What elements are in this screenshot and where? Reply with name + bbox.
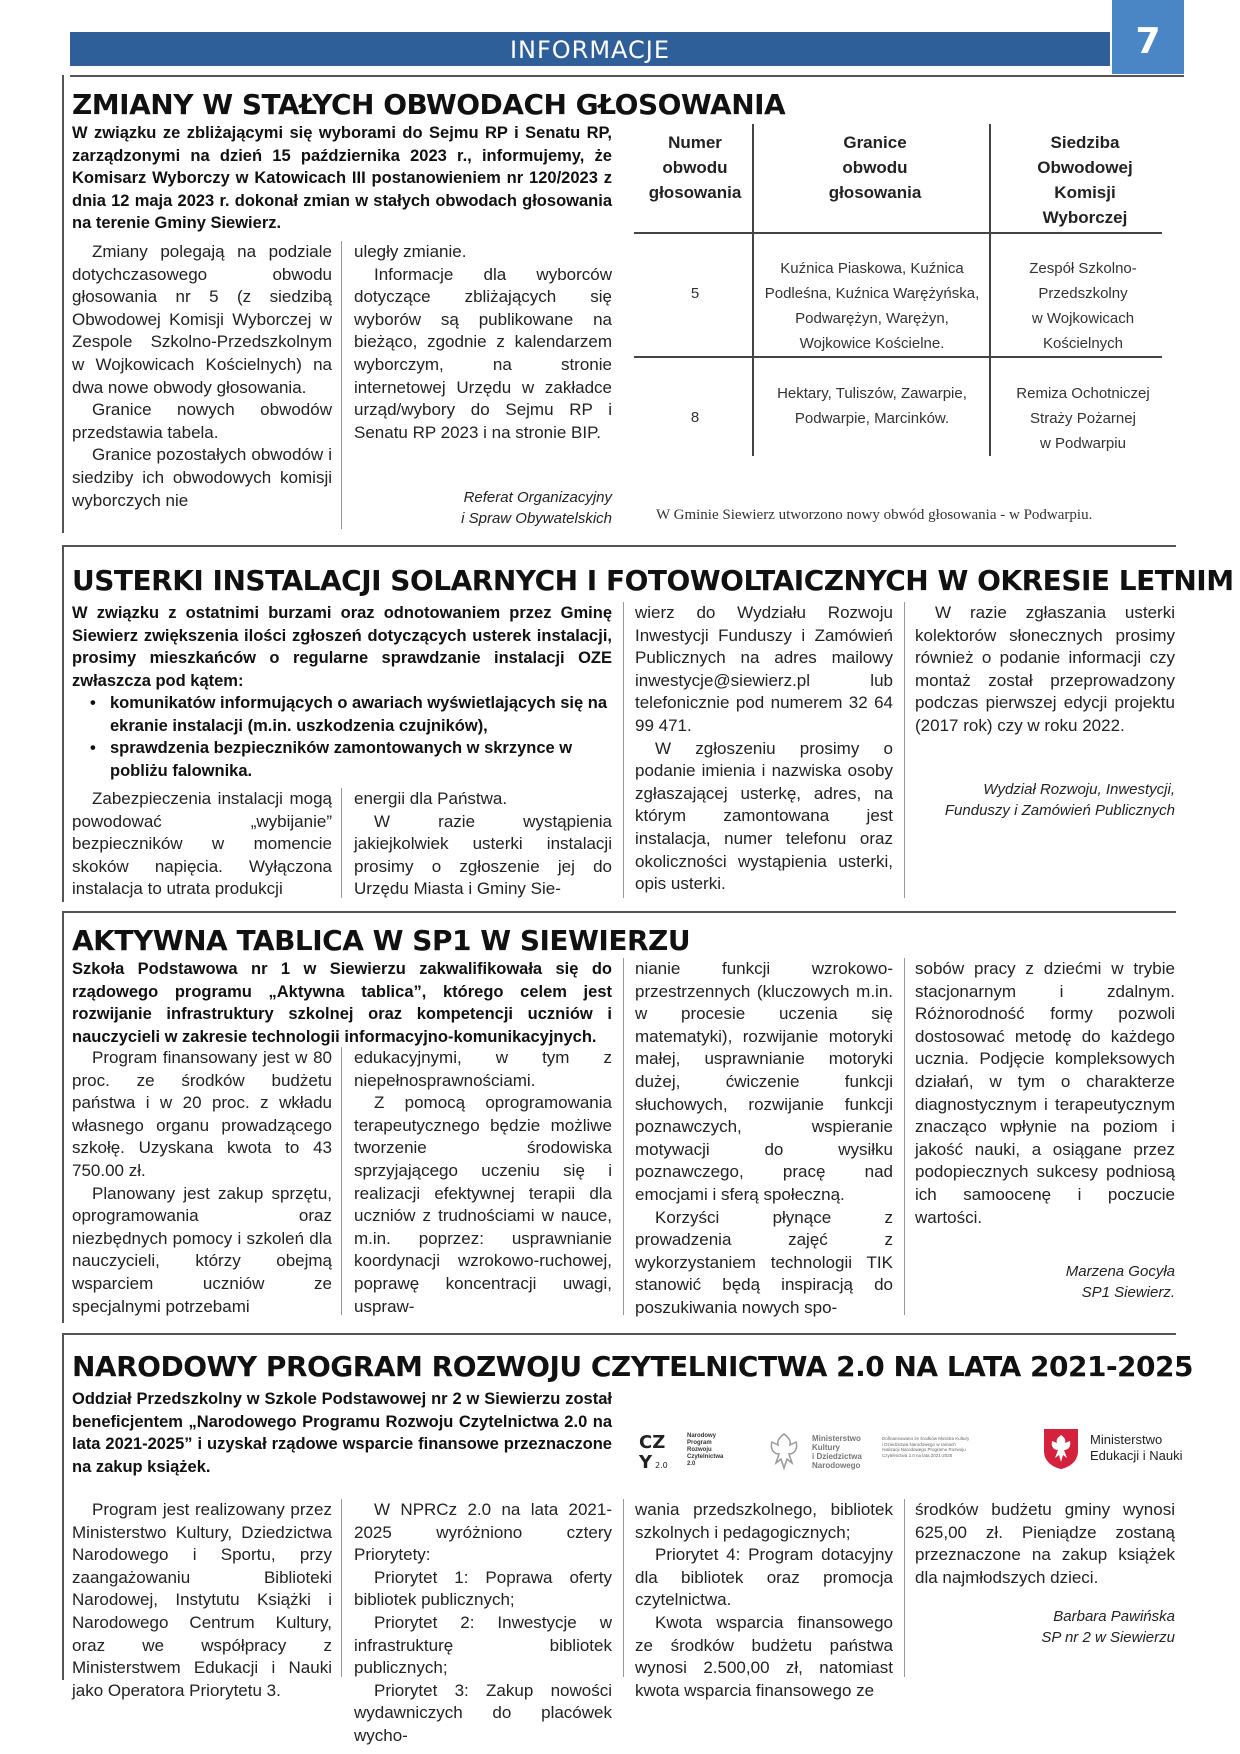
text-line: Wyborczej xyxy=(1042,208,1128,227)
paragraph: W razie wystąpienia jakiejkolwiek usterki instalacji prosimy o zgłoszenie jej do Urzędu Miasta i Gminy Sie- xyxy=(354,811,612,899)
paragraph: edukacyjnymi, w tym z niepełnosprawnościami. xyxy=(354,1048,612,1090)
paragraph: sobów pracy z dziećmi w trybie stacjonarnym i zdalnym. Różnorodność formy pozwoli dostosować metodę do każdego ucznia. Podjęcie kompleksowych działań, w tym o charakterze diagnostycznym i terapeutycznym znacząco wpłynie na poziom i jakość nauki, a osiągane przez podopiecznych sukcesy podniosą ich samoocenę i poczucie wartości. xyxy=(915,959,1175,1227)
text-line: Ministerstwo xyxy=(812,1434,861,1443)
text-line: obwodu xyxy=(662,158,728,177)
text-line: Przedszkolny xyxy=(1038,285,1128,302)
text-line: Program xyxy=(687,1439,712,1446)
paragraph: Planowany jest zakup sprzętu, oprogramowania oraz niezbędnych pomocy i szkoleń dla nauczycieli, którzy obejmą wsparciem uczniów ze specjalnymi potrzebami xyxy=(72,1183,332,1316)
text-line: Granice xyxy=(843,133,907,152)
signature-line: Barbara Pawińska xyxy=(1053,1608,1175,1625)
text-line: Numer xyxy=(668,133,722,152)
article-4-signature xyxy=(900,1606,1175,1648)
column-divider xyxy=(341,788,342,898)
text-line: Podwarpie, Marcinków. xyxy=(794,410,950,427)
text-line: Narodowego xyxy=(812,1461,861,1470)
article-1-lead: W związku ze zbliżającymi się wyborami do Sejmu RP i Senatu RP, zarządzonymi na dzień 15 października 2023 r., informujemy, że Komisarz Wyborczy w Katowicach III postanowieniem nr 120/2023 z dnia 12 maja 2023 r. dokonał zmian w stałych obwodach głosowania na terenie Gminy Siewierz. xyxy=(72,124,612,232)
article-4-title: NARODOWY PROGRAM ROZWOJU CZYTELNICTWA 2.0 NA LATA 2021-2025 xyxy=(72,1350,1193,1383)
column-divider xyxy=(904,958,905,1315)
text-line: głosowania xyxy=(828,183,922,202)
article-4-column-4 xyxy=(915,1499,1175,1589)
article-2-signature xyxy=(900,779,1175,821)
column-divider xyxy=(904,1499,905,1677)
table-header-seat xyxy=(995,130,1175,230)
signature-line: SP1 Siewierz. xyxy=(1081,1284,1175,1301)
article-4-column-1 xyxy=(72,1499,332,1702)
table-row-rule xyxy=(634,356,1162,358)
text-line: Siedziba xyxy=(1050,133,1120,152)
paragraph: wania przedszkolnego, bibliotek szkolnych i pedagogicznych; xyxy=(635,1500,893,1542)
paragraph: Priorytet 3: Zakup nowości wydawniczych do placówek wycho- xyxy=(354,1680,612,1745)
paragraph: W NPRCz 2.0 na lata 2021-2025 wyróżniono cztery Priorytety: xyxy=(354,1500,612,1565)
text-line: Kuźnica Piaskowa, Kuźnica xyxy=(780,260,964,277)
article-3-column-3 xyxy=(635,958,893,1320)
text-line: 2.0 xyxy=(687,1460,696,1467)
paragraph: Priorytet 4: Program dotacyjny dla bibliotek oraz promocja czytelnictwa. xyxy=(635,1545,893,1610)
svg-text:CZ: CZ xyxy=(639,1432,666,1453)
paragraph: Priorytet 2: Inwestycje w infrastrukturę bibliotek publicznych; xyxy=(354,1612,612,1678)
paragraph: Kwota wsparcia finansowego ze środków budżetu państwa wynosi 2.500,00 zł, natomiast kwota wsparcia finansowego ze xyxy=(635,1612,893,1700)
signature-line: Referat Organizacyjny xyxy=(463,489,612,506)
text-line: i Dziedzictwa xyxy=(812,1452,862,1461)
article-3-title: AKTYWNA TABLICA W SP1 W SIEWIERZU xyxy=(72,924,691,957)
text-line: Czytelnictwa 2.0 na lata 2021-2025 xyxy=(882,1452,953,1458)
nprcz-mark-icon xyxy=(637,1428,681,1472)
signature-line: i Spraw Obywatelskich xyxy=(461,510,612,527)
text-line: Podleśna, Kuźnica Warężyńska, xyxy=(764,285,980,302)
paragraph: Priorytet 1: Poprawa oferty bibliotek publicznych; xyxy=(354,1567,612,1610)
article-2-lead-text: W związku z ostatnimi burzami oraz odnotowaniem przez Gminę Siewierz zwiększenia ilości zgłoszeń dotyczących usterek instalacji, prosimy mieszkańców o regularne sprawdzanie instalacji OZE zwłaszcza pod kątem: xyxy=(72,604,612,690)
text-line: Komisji xyxy=(1054,183,1116,202)
text-line: Obwodowej xyxy=(1037,158,1133,177)
article-1-column-2 xyxy=(354,241,612,444)
ministry-culture-text xyxy=(812,1434,862,1470)
article-1-left-rule xyxy=(62,75,64,533)
text-line: Narodowy xyxy=(687,1432,717,1439)
article-2-left-rule xyxy=(62,545,64,902)
paragraph: Program jest realizowany przez Ministerstwo Kultury, Dziedzictwa Narodowego i Sportu, przy zaangażowaniu Biblioteki Narodowej, Instytutu Książki i Narodowego Centrum Kultury, oraz we współpracy z Ministerstwem Edukacji i Nauki jako Operatora Priorytetu 3. xyxy=(72,1500,332,1700)
paragraph: Zmiany polegają na podziale dotychczasowego obwodu głosowania nr 5 (z siedzibą Obwodowej Komisji Wyborczej w Zespole Szkolno-Przedszkolnym w Wojkowicach Kościelnych) na dwa nowe obwody głosowania. xyxy=(72,242,332,397)
table-cell-borders xyxy=(756,381,988,431)
table-cell-borders xyxy=(756,256,988,356)
text-line: Czytelnictwa xyxy=(687,1453,724,1460)
nprcz-logo xyxy=(637,1428,723,1472)
paragraph: Granice pozostałych obwodów i siedziby ich obwodowych komisji wyborczych nie xyxy=(72,445,332,510)
text-line: Edukacji i Nauki xyxy=(1090,1448,1183,1463)
paragraph: Z pomocą oprogramowania terapeutycznego będzie możliwe tworzenie środowiska sprzyjającego uczeniu się i realizacji efektywnej terapii dla uczniów z trudnościami w nauce, m.in. poprzez: usprawnianie koordynacji wzrokowo-ruchowej, poprawę koncentracji uwagi, uspraw- xyxy=(354,1093,612,1316)
column-divider xyxy=(904,602,905,898)
text-line: Ministerstwo xyxy=(1090,1432,1163,1447)
table-cell-seat xyxy=(993,381,1173,456)
text-line: Podwarężyn, Warężyn, xyxy=(795,310,949,327)
article-2-column-4 xyxy=(915,602,1175,738)
paragraph: W zgłoszeniu prosimy o podanie imienia i nazwiska osoby zgłaszającej usterkę, adres, na którym zamontowana jest instalacja, numer telefonu oraz okoliczności wystąpienia usterki, opis usterki. xyxy=(635,738,893,894)
article-3-column-4 xyxy=(915,958,1175,1229)
section-title: INFORMACJE xyxy=(509,36,671,64)
article-1-signature xyxy=(354,487,612,529)
page-number: 7 xyxy=(1112,0,1184,74)
article-4-left-rule xyxy=(62,1333,64,1680)
paragraph: środków budżetu gminy wynosi 625,00 zł. Pieniądze zostaną przeznaczone na zakup książek dla najmłodszych dzieci. xyxy=(915,1500,1175,1587)
text-line: Straży Pożarnej xyxy=(1030,410,1136,427)
article-3-column-1 xyxy=(72,1047,332,1318)
article-3-column-2 xyxy=(354,1047,612,1318)
article-1-column-1 xyxy=(72,241,332,512)
ministry-education-text xyxy=(1090,1432,1183,1464)
table-vertical-rule xyxy=(752,124,754,456)
article-2-title: USTERKI INSTALACJI SOLARNYCH I FOTOWOLTAICZNYCH W OKRESIE LETNIM xyxy=(72,564,1234,597)
section-header-bar xyxy=(70,32,1110,66)
svg-text:2.0: 2.0 xyxy=(655,1461,668,1470)
paragraph: wierz do Wydziału Rozwoju Inwestycji Funduszy i Zamówień Publicznych na adres mailowy inwestycje@siewierz.pl lub telefonicznie pod numerem 32 64 99 471. xyxy=(635,603,893,735)
column-divider xyxy=(623,958,624,1315)
article-2-bullets xyxy=(72,692,612,782)
signature-line: Wydział Rozwoju, Inwestycji, xyxy=(983,781,1175,798)
text-line: Wojkowice Kościelne. xyxy=(799,335,945,352)
column-divider xyxy=(341,241,342,529)
nprcz-logo-text xyxy=(687,1433,723,1468)
article-4-lead: Oddział Przedszkolny w Szkole Podstawowej nr 2 w Siewierzu został beneficjentem „Narodowego Programu Rozwoju Czytelnictwa 2.0 na lata 2021-2025” i uzyskał rządowe wsparcie finansowe przeznaczone na zakup książek. xyxy=(72,1390,612,1476)
ministry-education-logo xyxy=(1038,1425,1183,1471)
article-divider xyxy=(62,911,1176,913)
article-2-column-3 xyxy=(635,602,893,896)
text-line: Kultury xyxy=(812,1443,840,1452)
header-rule xyxy=(70,75,1184,77)
table-header-borders xyxy=(760,130,990,205)
table-header-rule xyxy=(634,232,1162,234)
article-4-column-2 xyxy=(354,1499,612,1748)
article-1-title: ZMIANY W STAŁYCH OBWODACH GŁOSOWANIA xyxy=(72,88,786,121)
text-line: Zespół Szkolno- xyxy=(1029,260,1137,277)
paragraph: Korzyści płynące z prowadzenia zajęć z wykorzystaniem technologii TIK stanowić będą inspiracją do poszukiwania nowych spo- xyxy=(635,1207,893,1317)
svg-text:Y: Y xyxy=(639,1452,653,1472)
text-line: i Dziedzictwa Narodowego w ramach xyxy=(882,1441,956,1447)
text-line: Kościelnych xyxy=(1042,335,1124,352)
text-line: Remiza Ochotniczej xyxy=(1016,385,1150,402)
paragraph: Informacje dla wyborców dotyczące zbliżających się wyborów są publikowane na bieżąco, zgodnie z kalendarzem wyborczym, na stronie internetowej Urzędu w zakładce urząd/wybory do Sejmu RP i Senatu RP 2023 i na stronie BIP. xyxy=(354,264,612,442)
column-divider xyxy=(341,1047,342,1315)
paragraph: Granice nowych obwodów przedstawia tabela. xyxy=(72,400,332,442)
text-line: Dofinansowano ze środków Ministra Kultury xyxy=(882,1436,970,1441)
text-line: Hektary, Tuliszów, Zawarpie, xyxy=(777,385,967,402)
table-cell-number: 5 xyxy=(690,285,700,302)
paragraph: energii dla Państwa. xyxy=(354,789,508,808)
paragraph: W razie zgłaszania usterki kolektorów słonecznych prosimy również o podanie informacji czy montaż został przeprowadzony podczas pierwszej edycji projektu (2017 rok) czy w roku 2022. xyxy=(915,603,1175,735)
bullet-item: • sprawdzenia bezpieczników zamontowanych w skrzynce w pobliżu falownika. xyxy=(72,737,612,782)
table-header-number xyxy=(640,130,750,205)
paragraph: uległy zmianie. xyxy=(354,242,467,261)
funding-note xyxy=(882,1436,1002,1458)
red-eagle-emblem-icon xyxy=(1038,1425,1084,1471)
text-line: Rozwoju xyxy=(687,1446,712,1453)
signature-line: Funduszy i Zamówień Publicznych xyxy=(944,802,1175,819)
paragraph: Zabezpieczenia instalacji mogą powodować „wybijanie” bezpieczników w momencie skoków napięcia. Wyłączona instalacja to utrata produkcji xyxy=(72,789,332,899)
article-2-lead xyxy=(72,602,612,782)
table-footnote: W Gminie Siewierz utworzono nowy obwód głosowania - w Podwarpiu. xyxy=(656,507,1093,523)
signature-line: Marzena Gocyła xyxy=(1065,1263,1175,1280)
column-divider xyxy=(341,1499,342,1677)
column-divider xyxy=(623,602,624,898)
signature-line: SP nr 2 w Siewierzu xyxy=(1041,1629,1175,1646)
paragraph: nianie funkcji wzrokowo-przestrzennych (kluczowych m.in. w procesie uczenia się matematyki), rozwijanie motoryki małej, usprawnianie motoryki dużej, ćwiczenie funkcji słuchowych, rozwijanie funkcji poznawczych, wspieranie motywacji do wysiłku poznawczego, pracę nad emocjami i sferą społeczną. xyxy=(635,959,893,1204)
article-3-signature xyxy=(900,1261,1175,1303)
article-divider xyxy=(62,1333,1176,1335)
paragraph: Program finansowany jest w 80 proc. ze środków budżetu państwa i w 20 proc. z wkładu własnego organu prowadzącego szkołę. Uzyskana kwota to 43 750.00 zł. xyxy=(72,1048,332,1180)
table-cell-number: 8 xyxy=(690,409,700,426)
article-4-column-3 xyxy=(635,1499,893,1702)
article-3-lead: Szkoła Podstawowa nr 1 w Siewierzu zakwalifikowała się do rządowego programu „Aktywna tablica”, którego celem jest rozwijanie infrastruktury szkolnej oraz kompetencji uczniów i nauczycieli w zakresie technologii informacyjno-komunikacyjnych. xyxy=(72,960,612,1046)
eagle-emblem-icon xyxy=(762,1430,806,1474)
ministry-culture-logo xyxy=(762,1430,862,1474)
bullet-item: • komunikatów informujących o awariach wyświetlających się na ekranie instalacji (m.in. uszkodzenia czujników), xyxy=(72,692,612,737)
text-line: w Wojkowicach xyxy=(1031,310,1135,327)
column-divider xyxy=(623,1499,624,1677)
article-divider xyxy=(62,545,1176,547)
text-line: głosowania xyxy=(648,183,742,202)
article-2-column-1 xyxy=(72,788,332,901)
text-line: obwodu xyxy=(842,158,908,177)
text-line: realizacji Narodowego Programu Rozwoju xyxy=(882,1447,966,1452)
text-line: w Podwarpiu xyxy=(1040,435,1126,452)
table-cell-seat xyxy=(993,256,1173,356)
table-vertical-rule xyxy=(989,124,991,456)
article-2-column-2 xyxy=(354,788,612,901)
article-3-left-rule xyxy=(62,911,64,1323)
